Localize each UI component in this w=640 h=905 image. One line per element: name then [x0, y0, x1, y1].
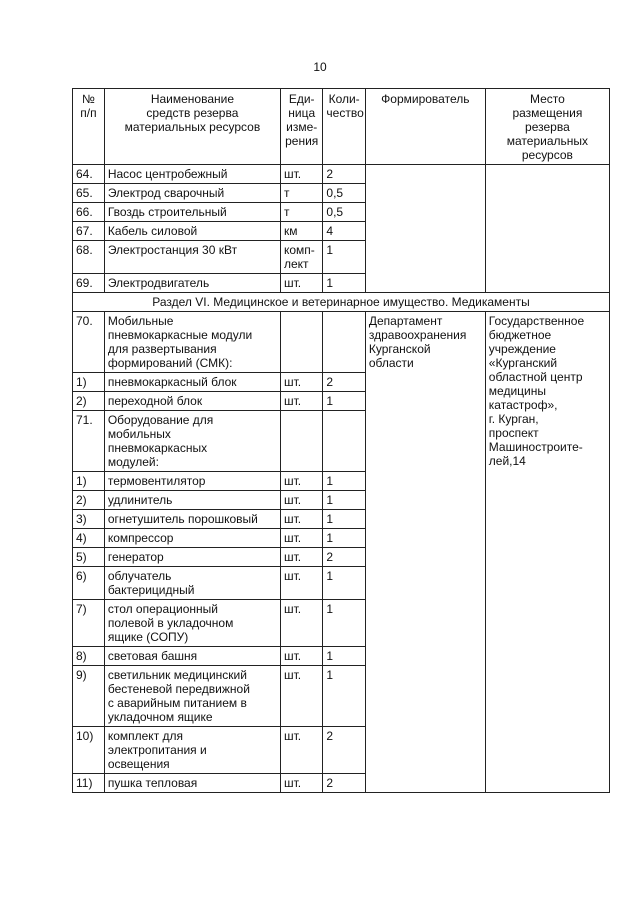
row-name: переходной блок	[104, 392, 280, 411]
row-qty: 1	[323, 491, 365, 510]
group1-place-cell	[485, 165, 609, 293]
row-unit: шт.	[280, 165, 322, 184]
header-qty: Коли- чество	[323, 89, 365, 165]
header-unit: Еди- ница изме- рения	[280, 89, 322, 165]
row-num: 66.	[73, 203, 105, 222]
row-unit: км	[280, 222, 322, 241]
row-name: компрессор	[104, 529, 280, 548]
row-name: Мобильные пневмокаркасные модули для развертывания формирований (СМК):	[104, 312, 280, 373]
row-name: Электростанция 30 кВт	[104, 241, 280, 274]
row-qty: 1	[323, 529, 365, 548]
row-unit: т	[280, 203, 322, 222]
row-num: 2)	[73, 491, 105, 510]
row-num: 67.	[73, 222, 105, 241]
row-name: Электродвигатель	[104, 274, 280, 293]
group2-place: Государственное бюджетное учреждение «Курганский областной центр медицины катастроф», г. Курган, проспект Машиностроите- лей,14	[485, 312, 609, 793]
row-unit: шт.	[280, 727, 322, 774]
row-unit: шт.	[280, 600, 322, 647]
row-num: 6)	[73, 567, 105, 600]
row-num: 2)	[73, 392, 105, 411]
row-num: 69.	[73, 274, 105, 293]
row-qty	[323, 312, 365, 373]
table-row	[73, 312, 610, 373]
row-name: удлинитель	[104, 491, 280, 510]
row-num: 68.	[73, 241, 105, 274]
row-unit: шт.	[280, 274, 322, 293]
row-num: 5)	[73, 548, 105, 567]
row-qty: 1	[323, 472, 365, 491]
row-unit: шт.	[280, 510, 322, 529]
row-unit: шт.	[280, 774, 322, 793]
row-qty: 2	[323, 548, 365, 567]
row-num: 3)	[73, 510, 105, 529]
row-name: термовентилятор	[104, 472, 280, 491]
row-qty: 0,5	[323, 203, 365, 222]
row-num: 65.	[73, 184, 105, 203]
reserve-resources-table	[72, 88, 610, 793]
row-qty: 1	[323, 241, 365, 274]
row-qty: 2	[323, 373, 365, 392]
row-qty: 1	[323, 274, 365, 293]
row-unit	[280, 411, 322, 472]
row-qty: 0,5	[323, 184, 365, 203]
row-name: пушка тепловая	[104, 774, 280, 793]
row-unit: шт.	[280, 491, 322, 510]
row-unit: т	[280, 184, 322, 203]
row-num: 4)	[73, 529, 105, 548]
row-unit	[280, 312, 322, 373]
row-num: 71.	[73, 411, 105, 472]
group1-former-cell	[365, 165, 485, 293]
row-name: Гвоздь строительный	[104, 203, 280, 222]
row-unit: комп- лект	[280, 241, 322, 274]
row-unit: шт.	[280, 548, 322, 567]
row-name: Электрод сварочный	[104, 184, 280, 203]
row-unit: шт.	[280, 529, 322, 548]
row-name: комплект для электропитания и освещения	[104, 727, 280, 774]
row-qty	[323, 411, 365, 472]
row-num: 9)	[73, 666, 105, 727]
row-name: световая башня	[104, 647, 280, 666]
row-qty: 4	[323, 222, 365, 241]
row-qty: 1	[323, 392, 365, 411]
row-num: 1)	[73, 472, 105, 491]
row-unit: шт.	[280, 647, 322, 666]
row-unit: шт.	[280, 392, 322, 411]
header-num: № п/п	[73, 89, 105, 165]
page-number: 10	[313, 60, 327, 74]
row-num: 1)	[73, 373, 105, 392]
row-name: огнетушитель порошковый	[104, 510, 280, 529]
row-num: 7)	[73, 600, 105, 647]
row-qty: 2	[323, 727, 365, 774]
row-num: 70.	[73, 312, 105, 373]
row-name: стол операционный полевой в укладочном ящике (СОПУ)	[104, 600, 280, 647]
row-name: Кабель силовой	[104, 222, 280, 241]
row-qty: 1	[323, 510, 365, 529]
group2-former: Департамент здравоохранения Курганской области	[365, 312, 485, 793]
table-header-row	[73, 89, 610, 165]
row-qty: 1	[323, 647, 365, 666]
row-num: 8)	[73, 647, 105, 666]
section-row	[73, 293, 610, 312]
row-name: Оборудование для мобильных пневмокаркасных модулей:	[104, 411, 280, 472]
row-qty: 1	[323, 567, 365, 600]
section-title: Раздел VI. Медицинское и ветеринарное имущество. Медикаменты	[73, 293, 610, 312]
row-unit: шт.	[280, 373, 322, 392]
table-row	[73, 165, 610, 184]
row-name: пневмокаркасный блок	[104, 373, 280, 392]
row-num: 11)	[73, 774, 105, 793]
row-name: облучатель бактерицидный	[104, 567, 280, 600]
row-qty: 1	[323, 666, 365, 727]
row-qty: 2	[323, 165, 365, 184]
row-num: 64.	[73, 165, 105, 184]
row-unit: шт.	[280, 666, 322, 727]
row-qty: 1	[323, 600, 365, 647]
row-unit: шт.	[280, 472, 322, 491]
row-qty: 2	[323, 774, 365, 793]
header-name: Наименование средств резерва материальных ресурсов	[104, 89, 280, 165]
row-name: светильник медицинский бестеневой передвижной с аварийным питанием в укладочном ящике	[104, 666, 280, 727]
row-num: 10)	[73, 727, 105, 774]
row-unit: шт.	[280, 567, 322, 600]
row-name: генератор	[104, 548, 280, 567]
header-place: Место размещения резерва материальных ресурсов	[485, 89, 609, 165]
row-name: Насос центробежный	[104, 165, 280, 184]
header-former: Формирователь	[365, 89, 485, 165]
